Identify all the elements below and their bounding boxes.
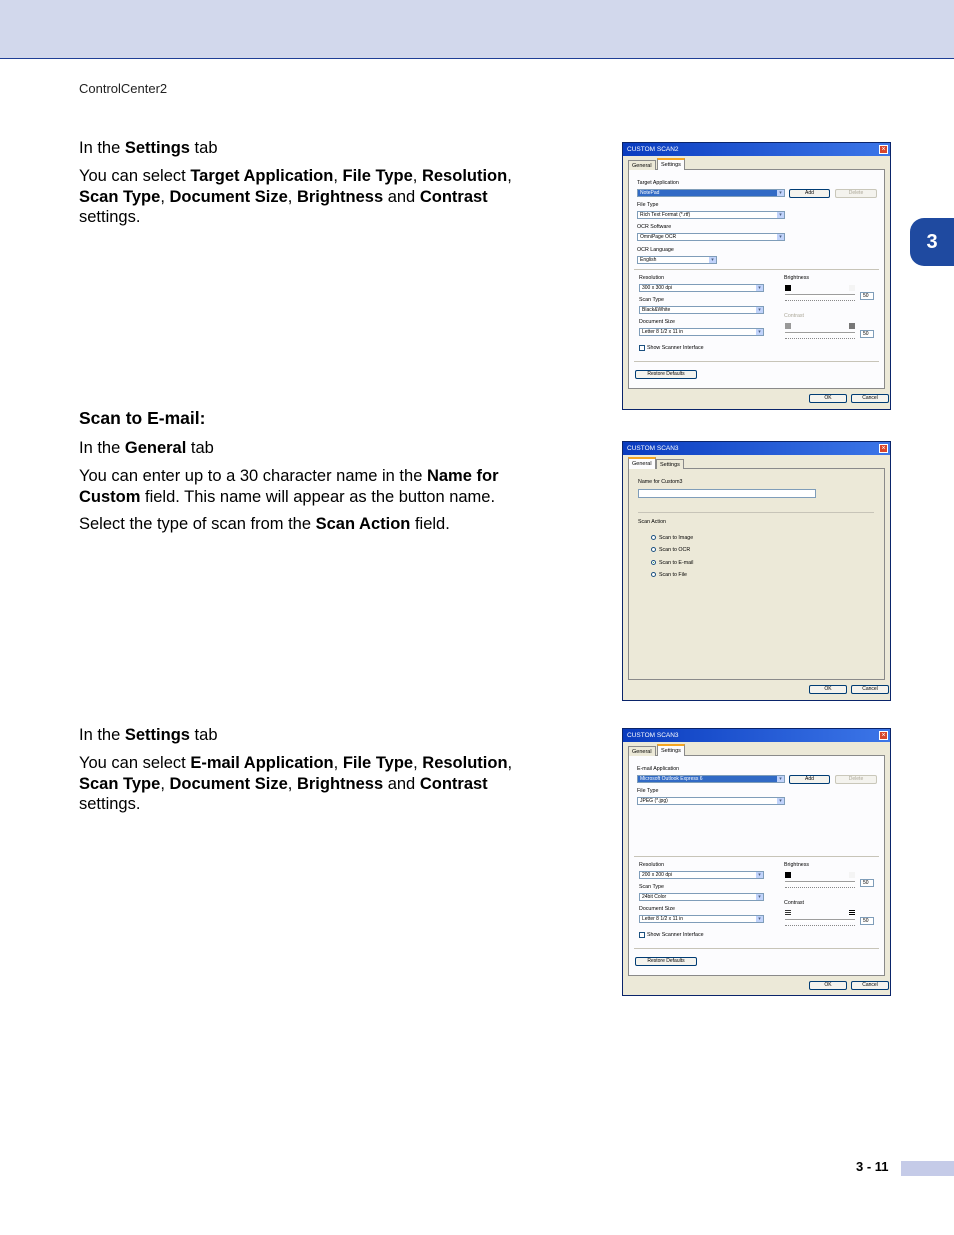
email-application-label: E-mail Application (637, 766, 680, 772)
chevron-down-icon: ▾ (777, 212, 784, 218)
sec3-paragraph: You can select E-mail Application, File Type, Resolution, Scan Type, Document Size, Brightness and Contrast settings. (79, 754, 513, 813)
ok-button[interactable]: OK (809, 685, 847, 694)
scan-type-select[interactable]: 24bit Color ▾ (639, 893, 764, 901)
chevron-down-icon: ▾ (709, 257, 716, 263)
file-type-select[interactable]: Rich Text Format (*.rtf) ▾ (637, 211, 785, 219)
footer-bar (901, 1161, 954, 1176)
file-type-select[interactable]: JPEG (*.jpg) ▾ (637, 797, 785, 805)
chevron-down-icon: ▾ (777, 234, 784, 240)
ocr-language-select[interactable]: English ▾ (637, 256, 717, 264)
brightness-slider[interactable] (785, 294, 855, 297)
custom-scan2-dialog (622, 142, 891, 410)
contrast-low-icon (785, 910, 791, 916)
close-icon[interactable]: × (879, 145, 888, 154)
sec1-paragraph: You can select Target Application, File Type, Resolution, Scan Type, Document Size, Brightness and Contrast settings. (79, 167, 512, 226)
name-for-custom-input[interactable] (638, 489, 816, 498)
chapter-tab: 3 (910, 218, 954, 266)
dialog-title: CUSTOM SCAN2 (627, 146, 679, 153)
chevron-down-icon: ▾ (756, 329, 763, 335)
sec1-intro: In the Settings tab (79, 139, 218, 157)
contrast-value[interactable]: 50 (860, 330, 874, 338)
radio-scan-to-ocr[interactable] (651, 547, 656, 552)
tab-general[interactable]: General (628, 160, 656, 170)
restore-defaults-button[interactable]: Restore Defaults (635, 957, 697, 966)
chevron-down-icon: ▾ (777, 776, 784, 782)
slider-ticks (785, 887, 855, 890)
sec2-paragraph-2: Select the type of scan from the Scan Action field. (79, 515, 450, 533)
delete-button[interactable]: Delete (835, 189, 877, 198)
scan-type-label: Scan Type (639, 884, 664, 890)
document-size-label: Document Size (639, 906, 675, 912)
resolution-select[interactable]: 200 x 200 dpi ▾ (639, 871, 764, 879)
show-scanner-checkbox[interactable] (639, 345, 645, 351)
sec2-intro: In the General tab (79, 439, 214, 457)
tab-general[interactable]: General (628, 457, 656, 469)
chevron-down-icon: ▾ (777, 190, 784, 196)
divider (634, 269, 879, 270)
light-icon (849, 872, 855, 878)
delete-button[interactable]: Delete (835, 775, 877, 784)
brightness-label: Brightness (784, 275, 810, 281)
dark-icon (785, 872, 791, 878)
settings-panel (628, 755, 885, 976)
target-application-select[interactable]: NotePad ▾ (637, 189, 785, 197)
brightness-value[interactable]: 50 (860, 292, 874, 300)
custom-scan3-general-dialog (622, 441, 891, 701)
sec2-paragraph: You can enter up to a 30 character name in the Name for Custom field. This name will appear as the button name. (79, 467, 499, 506)
ocr-software-select[interactable]: OmniPage OCR ▾ (637, 233, 785, 241)
show-scanner-label: Show Scanner Interface (647, 345, 704, 351)
dialog-title-bar (623, 729, 890, 742)
tab-settings[interactable]: Settings (657, 744, 685, 756)
email-application-select[interactable]: Microsoft Outlook Express 6 ▾ (637, 775, 785, 783)
dark-icon (785, 285, 791, 291)
contrast-label: Contrast (784, 313, 805, 319)
scan-action-label: Scan Action (638, 519, 666, 525)
contrast-slider[interactable] (785, 919, 855, 922)
add-button[interactable]: Add (789, 189, 830, 198)
ocr-software-label: OCR Software (637, 224, 672, 230)
target-application-label: Target Application (637, 180, 679, 186)
radio-scan-to-image[interactable] (651, 535, 656, 540)
resolution-select[interactable]: 300 x 300 dpi ▾ (639, 284, 764, 292)
dialog-title-bar (623, 143, 890, 156)
tab-general[interactable]: General (628, 746, 656, 756)
chevron-down-icon: ▾ (756, 894, 763, 900)
scan-to-ocr-label: Scan to OCR (659, 547, 691, 553)
resolution-label: Resolution (639, 862, 665, 868)
chevron-down-icon: ▾ (777, 798, 784, 804)
scan-type-select[interactable]: Black&White ▾ (639, 306, 764, 314)
chevron-down-icon: ▾ (756, 285, 763, 291)
chevron-down-icon: ▾ (756, 916, 763, 922)
brightness-value[interactable]: 50 (860, 879, 874, 887)
brightness-label: Brightness (784, 862, 810, 868)
radio-scan-to-email[interactable] (651, 560, 656, 565)
tab-settings[interactable]: Settings (657, 158, 685, 170)
dialog-title-bar (623, 442, 890, 455)
scan-to-image-label: Scan to Image (659, 535, 694, 541)
file-type-label: File Type (637, 202, 659, 208)
contrast-high-icon (849, 910, 855, 916)
slider-ticks (785, 300, 855, 303)
close-icon[interactable]: × (879, 731, 888, 740)
contrast-value[interactable]: 50 (860, 917, 874, 925)
add-button[interactable]: Add (789, 775, 830, 784)
restore-defaults-button[interactable]: Restore Defaults (635, 370, 697, 379)
slider-ticks (785, 925, 855, 928)
brightness-slider[interactable] (785, 881, 855, 884)
general-panel (628, 468, 885, 680)
scan-to-file-label: Scan to File (659, 572, 687, 578)
document-size-select[interactable]: Letter 8 1/2 x 11 in ▾ (639, 915, 764, 923)
cancel-button[interactable]: Cancel (851, 394, 889, 403)
document-size-select[interactable]: Letter 8 1/2 x 11 in ▾ (639, 328, 764, 336)
settings-panel (628, 169, 885, 389)
scan-type-label: Scan Type (639, 297, 664, 303)
file-type-label: File Type (637, 788, 659, 794)
name-for-custom-label: Name for Custom3 (638, 479, 683, 485)
tab-settings[interactable]: Settings (656, 459, 684, 469)
ocr-language-label: OCR Language (637, 247, 674, 253)
dialog-title: CUSTOM SCAN3 (627, 445, 679, 452)
scan-to-email-label: Scan to E-mail (659, 560, 694, 566)
close-icon[interactable]: × (879, 444, 888, 453)
show-scanner-checkbox[interactable] (639, 932, 645, 938)
radio-scan-to-file[interactable] (651, 572, 656, 577)
dialog-title: CUSTOM SCAN3 (627, 732, 679, 739)
running-title: ControlCenter2 (79, 81, 168, 96)
chevron-down-icon: ▾ (756, 872, 763, 878)
chevron-down-icon: ▾ (756, 307, 763, 313)
section-heading: Scan to E-mail: (79, 408, 206, 428)
contrast-low-icon (785, 323, 791, 329)
cancel-button[interactable]: Cancel (851, 685, 889, 694)
cancel-button[interactable]: Cancel (851, 981, 889, 990)
slider-ticks (785, 338, 855, 341)
contrast-label: Contrast (784, 900, 805, 906)
divider (634, 948, 879, 949)
light-icon (849, 285, 855, 291)
contrast-slider[interactable] (785, 332, 855, 335)
show-scanner-label: Show Scanner Interface (647, 932, 704, 938)
contrast-high-icon (849, 323, 855, 329)
divider (634, 856, 879, 857)
divider (634, 361, 879, 362)
custom-scan3-settings-dialog (622, 728, 891, 996)
resolution-label: Resolution (639, 275, 665, 281)
sec3-intro: In the Settings tab (79, 726, 218, 744)
ok-button[interactable]: OK (809, 981, 847, 990)
page-number: 3 - 11 (856, 1159, 889, 1174)
divider (638, 512, 874, 513)
header-band (0, 0, 954, 59)
document-size-label: Document Size (639, 319, 675, 325)
ok-button[interactable]: OK (809, 394, 847, 403)
